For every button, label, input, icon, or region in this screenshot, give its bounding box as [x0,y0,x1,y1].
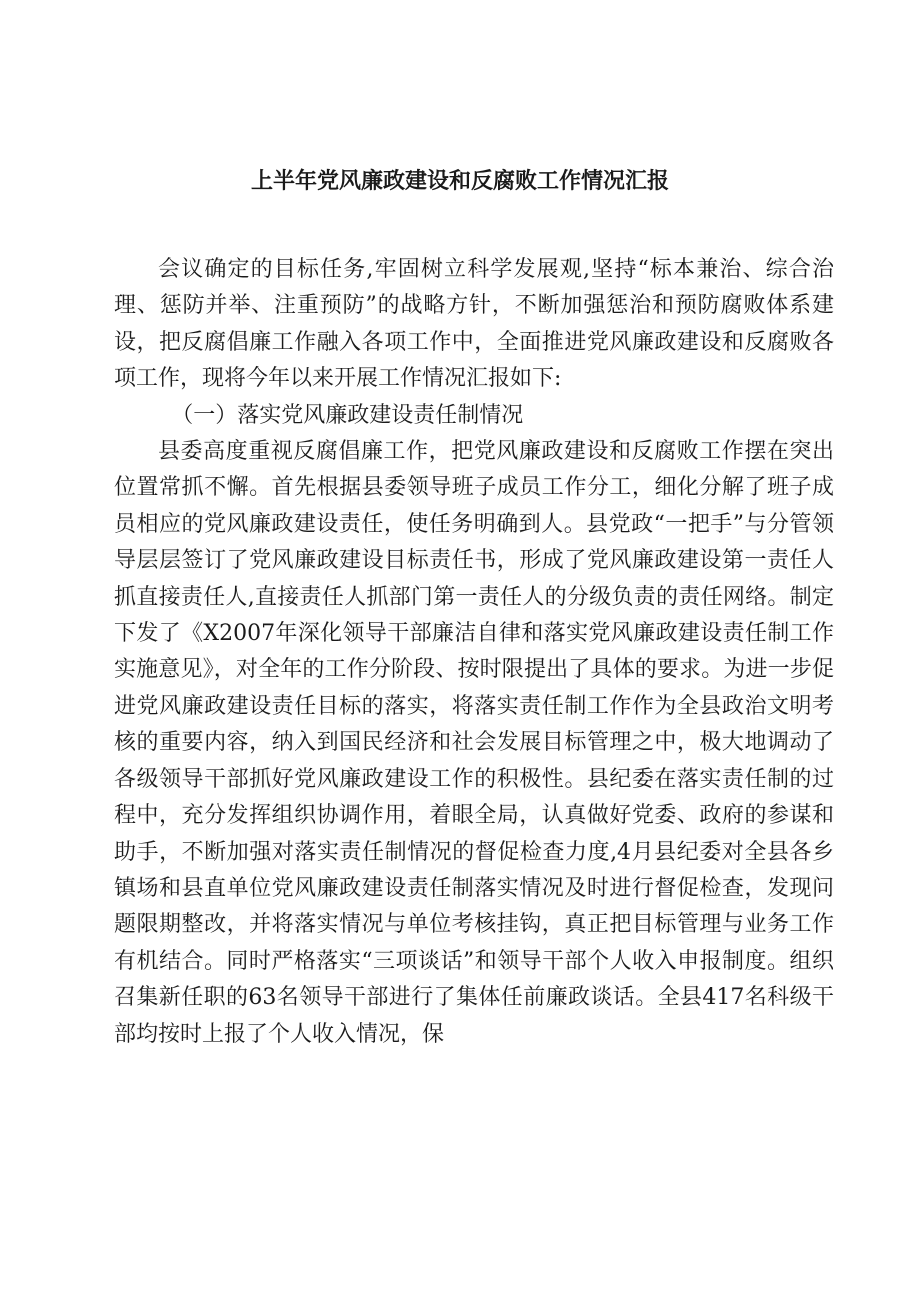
document-title: 上半年党风廉政建设和反腐败工作情况汇报 [250,169,669,194]
section-heading: （一）落实党风廉政建设责任制情况 [171,402,524,428]
section-paragraph: 县委高度重视反腐倡廉工作，把党风廉政建设和反腐败工作摆在突出位置常抓不懈。首先根据县委领导班子成员工作分工，细化分解了班子成员相应的党风廉政建设责任，使任务明确到人。县党政“一把手”与分管领导层层签订了党风廉政建设目标责任书，形成了党风廉政建设第一责任人抓直接责任人,直接责任人抓部门第一责任人的分级负责的责任网络。制定下发了《X2007年深化领导干部廉洁自律和落实党风廉政建设责任制工作实施意见》，对全年的工作分阶段、按时限提出了具体的要求。为进一步促进党风廉政建设责任目标的落实，将落实责任制工作作为全县政治文明考核的重要内容，纳入到国民经济和社会发展目标管理之中，极大地调动了各级领导干部抓好党风廉政建设工作的积极性。县纪委在落实责任制的过程中，充分发挥组织协调作用，着眼全局，认真做好党委、政府的参谋和助手，不断加强对落实责任制情况的督促检查力度,4月县纪委对全县各乡镇场和县直单位党风廉政建设责任制落实情况及时进行督促检查，发现问题限期整改，并将落实情况与单位考核挂钩，真正把目标管理与业务工作有机结合。同时严格落实“三项谈话”和领导干部个人收入申报制度。组织召集新任职的63名领导干部进行了集体任前廉政谈话。全县417名科级干部均按时上报了个人收入情况，保 [114,439,834,1047]
document-body [114,252,834,1053]
intro-paragraph: 会议确定的目标任务,牢固树立科学发展观,坚持“标本兼治、综合治理、惩防并举、注重预防”的战略方针，不断加强惩治和预防腐败体系建设，把反腐倡廉工作融入各项工作中，全面推进党风廉政建设和反腐败各项工作，现将今年以来开展工作情况汇报如下: [114,257,834,392]
